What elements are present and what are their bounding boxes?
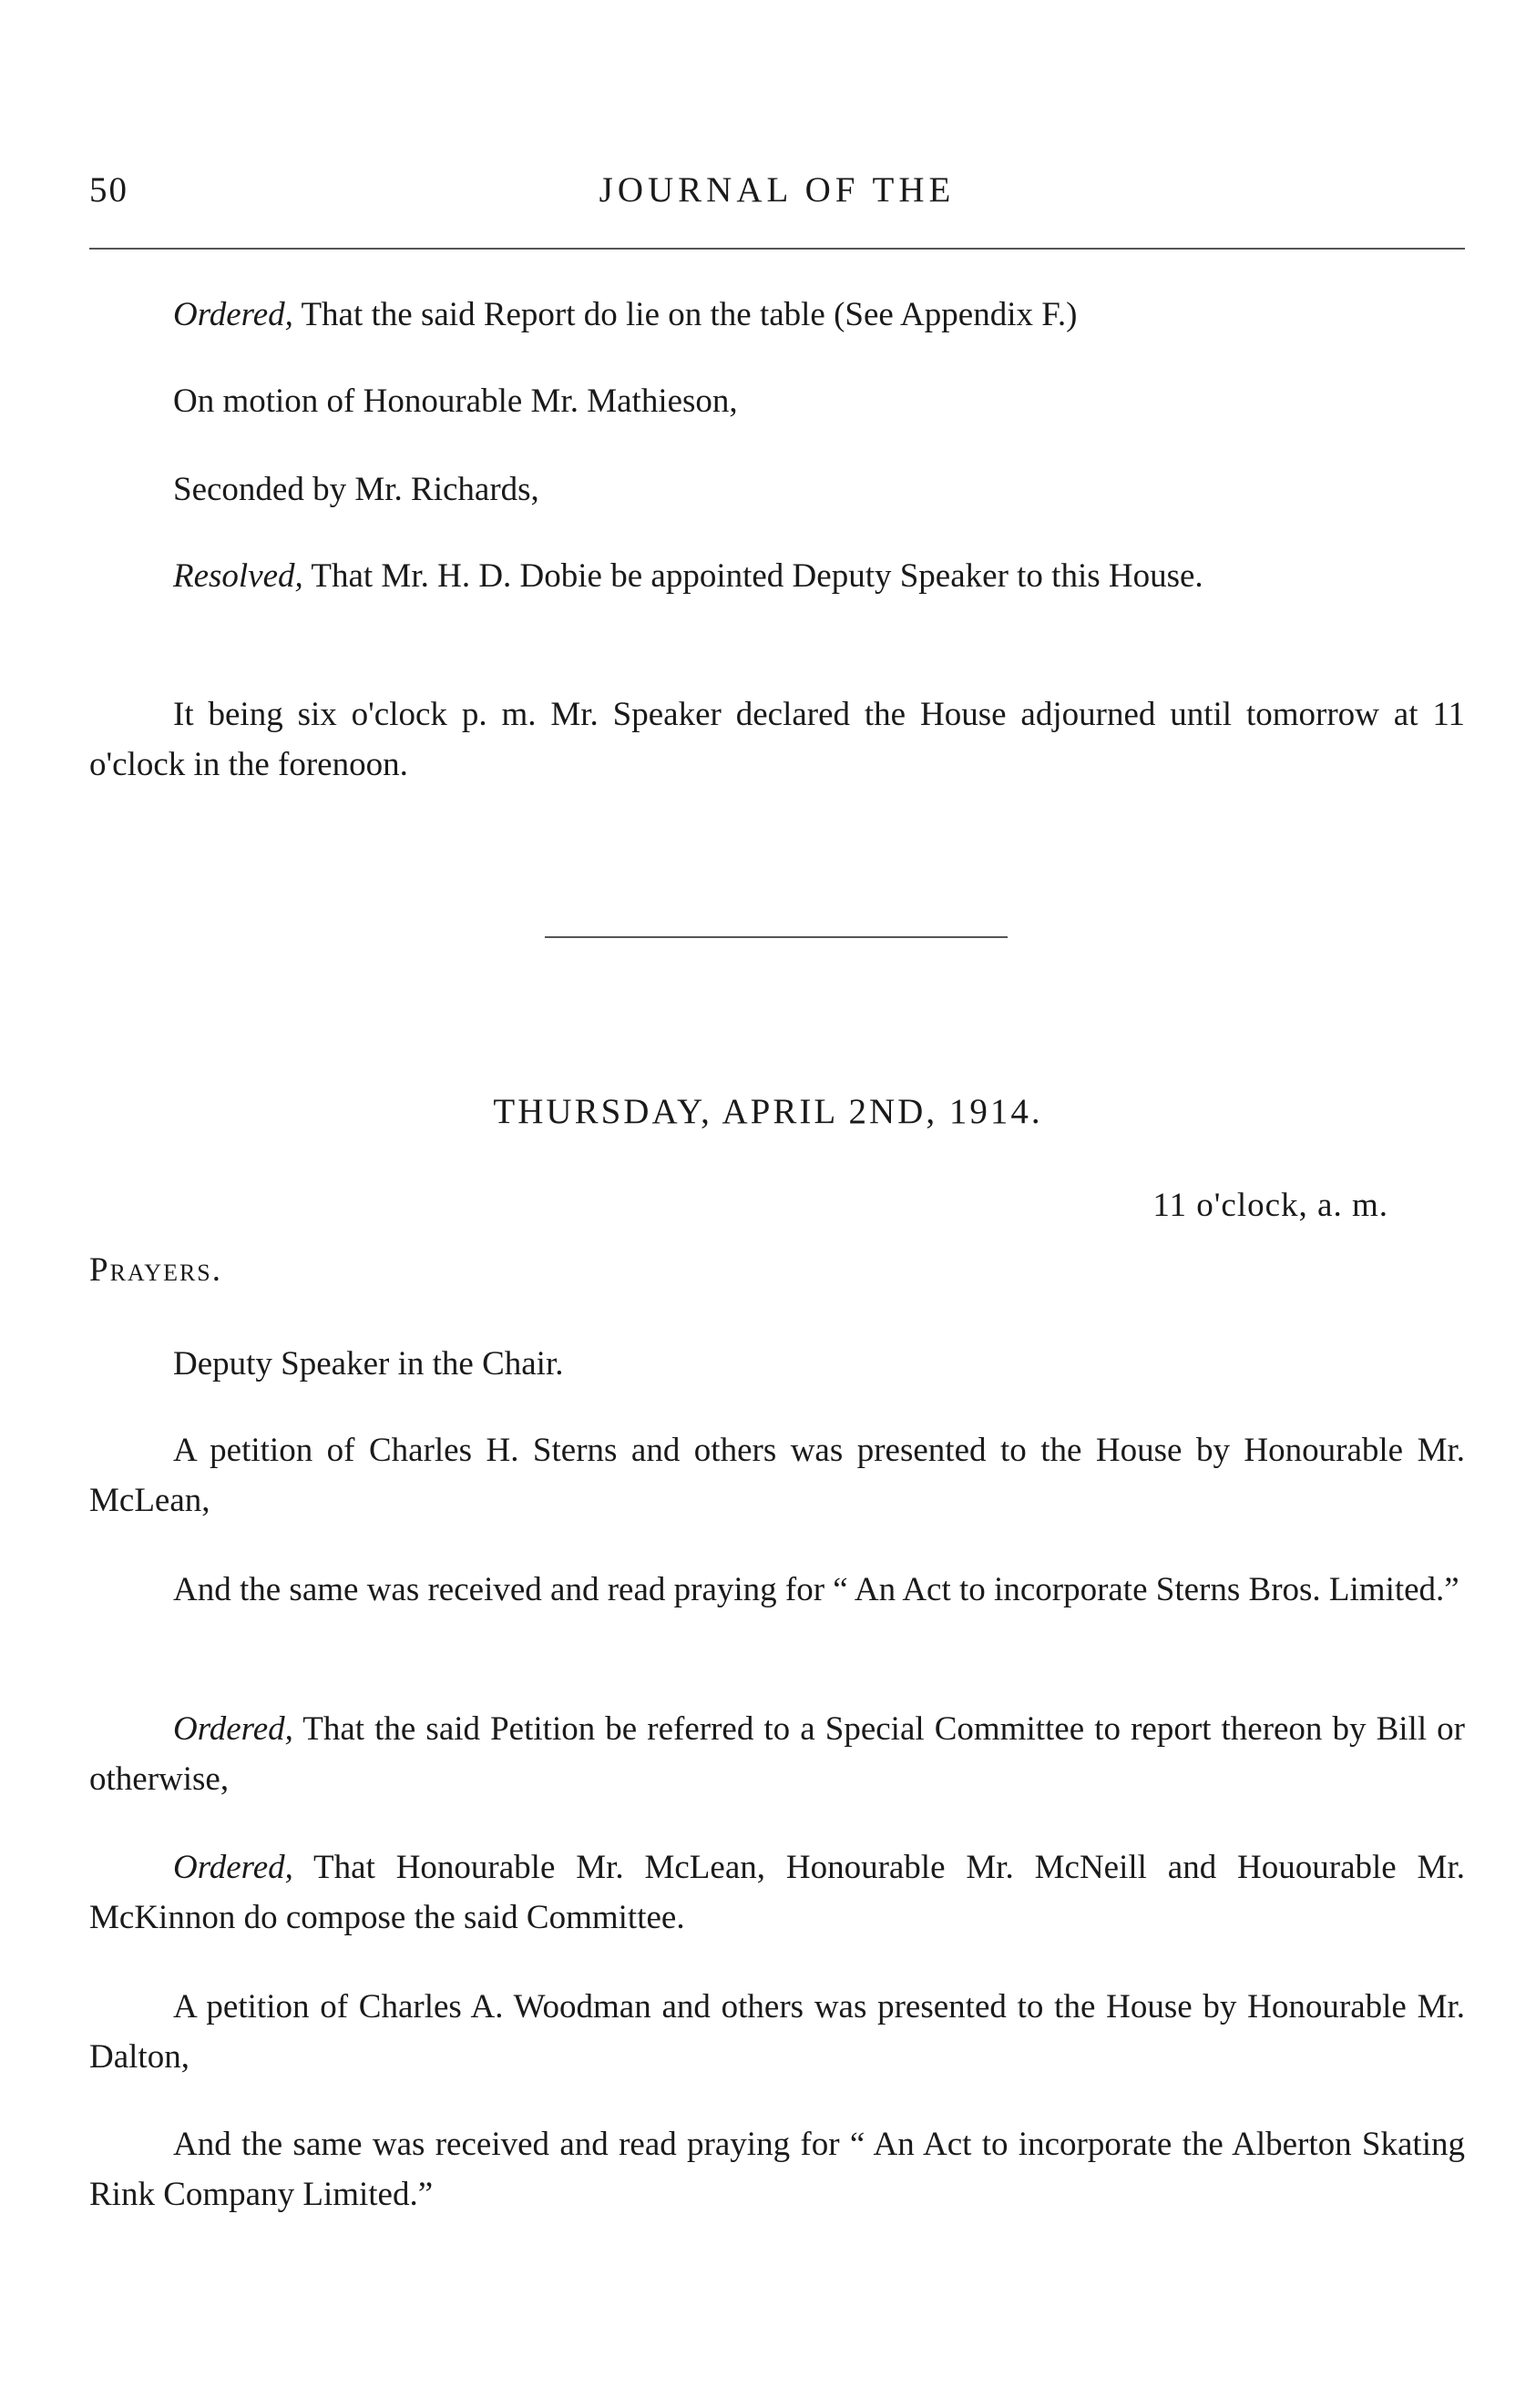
sitting-date-heading: THURSDAY, APRIL 2ND, 1914. [493,1092,1043,1131]
ordered-lead: Ordered, [173,1849,293,1886]
seconded-paragraph: Seconded by Mr. Richards, [173,471,539,508]
motion-paragraph: On motion of Honourable Mr. Mathieson, [173,383,738,420]
running-title: JOURNAL OF THE [599,170,956,209]
prayers-heading: Prayers. [89,1251,223,1289]
section-separator [545,936,1008,938]
ordered-compose-paragraph [89,1842,1465,1943]
resolved-lead: Resolved, [173,557,303,595]
sitting-time: 11 o'clock, a. m. [1152,1187,1388,1224]
header-rule [89,248,1465,250]
ordered-committee-text: That the said Petition be referred to a Special Committee to report thereon by Bill or otherwise, [89,1710,1465,1798]
ordered-lead: Ordered, [173,1710,293,1748]
sterns-petition-paragraph: A petition of Charles H. Sterns and others was presented to the House by Honourable Mr. McLean, [89,1432,1465,1519]
sterns-praying-paragraph: And the same was received and read praying for “ An Act to incorporate Sterns Bros. Limited.” [173,1571,1459,1608]
woodman-praying-paragraph: And the same was received and read praying for “ An Act to incorporate the Alberton Skating Rink Company Limited.” [89,2126,1465,2213]
woodman-petition-paragraph: A petition of Charles A. Woodman and others was presented to the House by Honourable Mr. Dalton, [89,1988,1465,2076]
ordered-report-paragraph [89,290,1465,340]
resolved-paragraph [89,551,1465,601]
resolved-text: That Mr. H. D. Dobie be appointed Deputy Speaker to this House. [302,557,1203,595]
deputy-speaker-paragraph: Deputy Speaker in the Chair. [173,1345,564,1383]
ordered-lead: Ordered, [173,296,293,333]
page-number: 50 [89,170,128,209]
page-header [89,169,1465,224]
ordered-compose-text: That Honourable Mr. McLean, Honourable Mr. McNeill and Houourable Mr. McKinnon do compose the said Committee. [89,1849,1465,1936]
ordered-committee-paragraph [89,1704,1465,1804]
adjournment-paragraph: It being six o'clock p. m. Mr. Speaker declared the House adjourned until tomorrow at 11 o'clock in the forenoon. [89,696,1465,783]
ordered-report-text: That the said Report do lie on the table (See Appendix F.) [292,296,1078,333]
